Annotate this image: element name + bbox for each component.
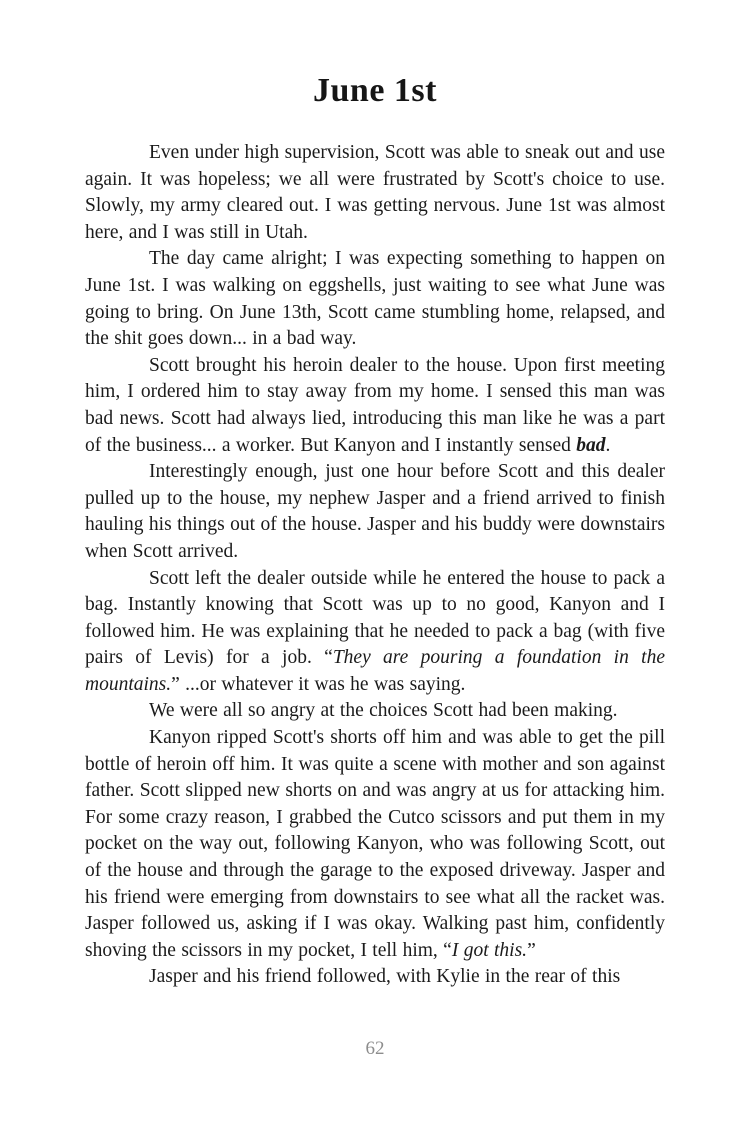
text-run: Scott left the dealer outside while he entered the house to pack a bag. Instantly knowing that Scott was up to no good, Kanyon and I followed him. He was explaining that he needed to pack a bag (with five pairs of Levis) for a job. “: [85, 567, 665, 669]
page-body: [85, 140, 665, 991]
paragraph: [85, 459, 665, 565]
text-run: Jasper and his friend followed, with Kylie in the rear of this: [149, 966, 621, 988]
paragraph: [85, 353, 665, 459]
chapter-title: June 1st: [313, 72, 437, 109]
text-run-italic: They are pouring a foundation in the mountains.: [85, 647, 665, 695]
text-run: ”: [527, 939, 536, 961]
text-run: Kanyon ripped Scott's shorts off him and was able to get the pill bottle of heroin off him. It was quite a scene with mother and son against father. Scott slipped new shorts on and was angry at us for attacking him. For some crazy reason, I grabbed the Cutco scissors and put them in my pocket on the way out, following Kanyon, who was following Scott, out of the house and through the garage to the exposed driveway. Jasper and his friend were emerging from downstairs to see what all the racket was. Jasper followed us, asking if I was okay. Walking past him, confidently shoving the scissors in my pocket, I tell him, “: [85, 727, 665, 961]
text-run: We were all so angry at the choices Scott had been making.: [149, 700, 618, 722]
page-number: 62: [365, 1038, 385, 1059]
text-run-italic: I got this.: [451, 939, 528, 961]
text-run: ” ...or whatever it was he was saying.: [171, 673, 466, 695]
text-run: .: [605, 434, 611, 456]
paragraph: [85, 725, 665, 964]
paragraph: [85, 964, 665, 991]
paragraph: [85, 698, 665, 725]
text-run: Scott brought his heroin dealer to the house. Upon first meeting him, I ordered him to stay away from my home. I sensed this man was bad news. Scott had always lied, introducing this man like he was a part of the business... a worker. But Kanyon and I instantly sensed: [85, 354, 665, 456]
text-run: Interestingly enough, just one hour before Scott and this dealer pulled up to the house, my nephew Jasper and a friend arrived to finish hauling his things out of the house. Jasper and his buddy were downstairs when Scott arrived.: [85, 461, 665, 562]
paragraph: [85, 566, 665, 699]
paragraph: [85, 140, 665, 246]
paragraph: [85, 246, 665, 352]
text-run: The day came alright; I was expecting something to happen on June 1st. I was walking on eggshells, just waiting to see what June was going to bring. On June 13th, Scott came stumbling home, relapsed, and the shit goes down... in a bad way.: [85, 248, 665, 350]
text-run-bold-italic: bad: [576, 434, 606, 456]
text-run: Even under high supervision, Scott was able to sneak out and use again. It was hopeless; we all were frustrated by Scott's choice to use. Slowly, my army cleared out. I was getting nervous. June 1st was almost here, and I was still in Utah.: [85, 142, 665, 243]
